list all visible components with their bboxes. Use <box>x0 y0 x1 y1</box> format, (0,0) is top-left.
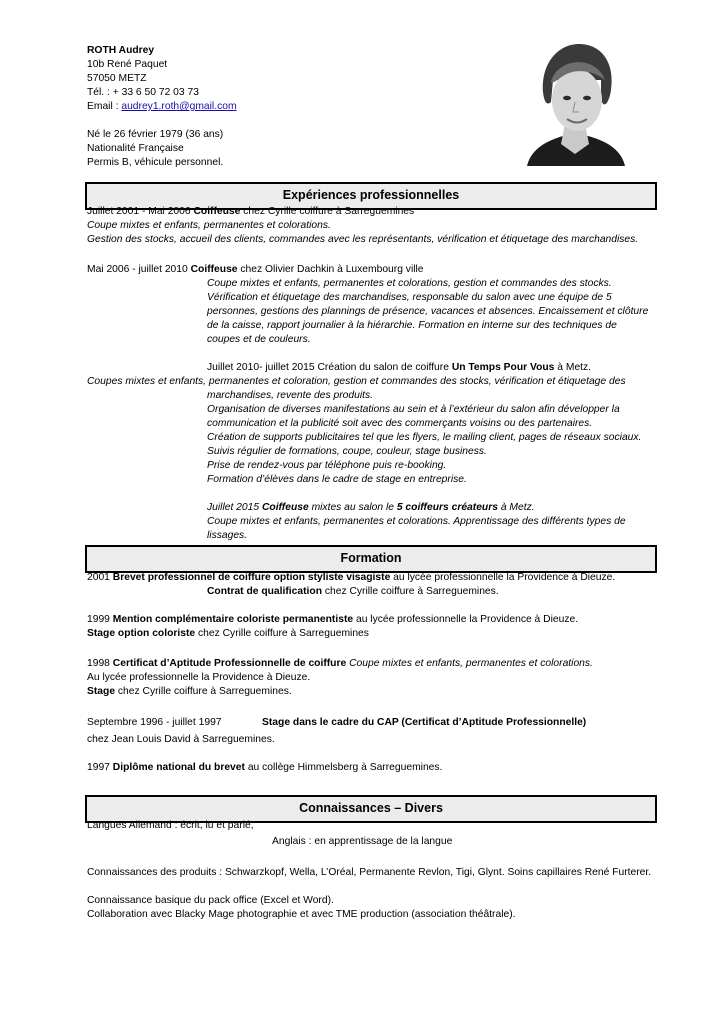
job3-desc-3: Organisation de diverses manifestations au sein et à l’extérieur du salon afin développer la <box>207 404 620 415</box>
job3-date: Juillet 2010- juillet 2015 Création du salon de coiffure <box>207 362 452 373</box>
skills-english: Anglais : en apprentissage de la langue <box>272 836 453 847</box>
f1999-sub-place: chez Cyrille coiffure à Sarreguemines <box>195 628 369 639</box>
job1-place: chez Cyrille coiffure à Sarreguemines <box>240 206 415 217</box>
job2-date: Mai 2006 - juillet 2010 <box>87 264 191 275</box>
job4-salon: 5 coiffeurs créateurs <box>396 502 498 513</box>
job3-place: à Metz. <box>554 362 592 373</box>
job2-role: Coiffeuse <box>190 264 238 275</box>
job2-desc-5: coupes et de couleurs. <box>207 334 311 345</box>
job3-heading <box>207 361 591 375</box>
email-label: Email : <box>87 101 122 112</box>
job4-desc-1: Coupe mixtes et enfants, permanentes et colorations. Apprentissage des différents types de <box>207 516 626 527</box>
portrait-image <box>523 40 628 166</box>
f1999-year: 1999 <box>87 614 113 625</box>
f1998-desc: Coupe mixtes et enfants, permanentes et colorations. <box>346 658 593 669</box>
job4-role: Coiffeuse <box>261 502 309 513</box>
phone: Tél. : + 33 6 50 72 03 73 <box>87 87 199 98</box>
formation-1999 <box>87 613 578 627</box>
job3-salon: Un Temps Pour Vous <box>451 362 555 373</box>
job4-heading <box>207 501 535 515</box>
f1998-stage-place: chez Cyrille coiffure à Sarreguemines. <box>115 686 292 697</box>
job1-desc-1: Coupe mixtes et enfants, permanentes et colorations. <box>87 220 331 231</box>
job3-desc-7: Prise de rendez-vous par téléphone puis re-booking. <box>207 460 447 471</box>
job1-date: Juillet 2001 - Mai 2006 <box>87 206 194 217</box>
job4-desc-2: lissages. <box>207 530 248 541</box>
f1998-stage: Stage <box>87 686 116 697</box>
formation-1999-stage <box>87 627 369 641</box>
email-row <box>87 100 237 114</box>
job2-place: chez Olivier Dachkin à Luxembourg ville <box>237 264 424 275</box>
f1997-title: Diplôme national du brevet <box>112 762 245 773</box>
skills-languages: Langues Allemand : écrit, lu et parlé, <box>87 820 254 831</box>
formation-1996-place: chez Jean Louis David à Sarreguemines. <box>87 734 275 745</box>
f1999-title: Mention complémentaire coloriste permanentiste <box>112 614 354 625</box>
f1998-year: 1998 <box>87 658 113 669</box>
job3-desc-5: Création de supports publicitaires tel que les flyers, le mailing client, pages de réseaux sociaux. <box>207 432 642 443</box>
driving-license: Permis B, véhicule personnel. <box>87 157 224 168</box>
section-header-skills: Connaissances – Divers <box>85 795 657 823</box>
email-link[interactable]: audrey1.roth@gmail.com <box>121 101 237 112</box>
formation-2001 <box>87 571 615 585</box>
f1998-title: Certificat d’Aptitude Professionnelle de coiffure <box>112 658 347 669</box>
profile-photo <box>523 40 628 166</box>
formation-2001-contract <box>207 585 499 599</box>
job2-desc-3: personnes, gestions des plannings de présence, vacances et absences. Encaissement et clôture <box>207 306 649 317</box>
job3-desc-1: Coupes mixtes et enfants, permanentes et coloration, gestion et commandes des stocks, vérification et étiquetage des <box>87 376 626 387</box>
job3-desc-4: communication et la publicité soit avec des commerçants voisins ou des partenaires. <box>207 418 593 429</box>
f2001-sub-title: Contrat de qualification <box>207 586 322 597</box>
job1-heading <box>87 205 414 219</box>
f2001-sub-place: chez Cyrille coiffure à Sarreguemines. <box>322 586 499 597</box>
birth-date: Né le 26 février 1979 (36 ans) <box>87 129 224 140</box>
f2001-place: au lycée professionnelle la Providence à Dieuze. <box>390 572 616 583</box>
skills-products: Connaissances des produits : Schwarzkopf, Wella, L’Oréal, Permanente Revlon, Tigi, Glynt. Soins capillaires René Furterer. <box>87 867 652 878</box>
formation-1997 <box>87 761 442 775</box>
candidate-name: ROTH Audrey <box>87 45 155 56</box>
f1999-place: au lycée professionnelle la Providence à Dieuze. <box>353 614 579 625</box>
job3-desc-2: marchandises, revente des produits. <box>207 390 373 401</box>
job3-desc-8: Formation d’élèves dans le cadre de stage en entreprise. <box>207 474 467 485</box>
job4-mid: mixtes au salon le <box>308 502 397 513</box>
job1-role: Coiffeuse <box>193 206 241 217</box>
job2-desc-1: Coupe mixtes et enfants, permanentes et colorations, gestion et commandes des stocks. <box>207 278 612 289</box>
f2001-year: 2001 <box>87 572 113 583</box>
job1-desc-2: Gestion des stocks, accueil des clients, commandes avec les représentants, vérification et étiquetage des marchandises. <box>87 234 639 245</box>
section-header-formation: Formation <box>85 545 657 573</box>
address-line-1: 10b René Paquet <box>87 59 168 70</box>
f1997-place: au collège Himmelsberg à Sarreguemines. <box>244 762 443 773</box>
f1997-year: 1997 <box>87 762 113 773</box>
job4-place: à Metz. <box>497 502 535 513</box>
formation-1998 <box>87 657 593 671</box>
formation-1996-date: Septembre 1996 - juillet 1997 <box>87 717 222 728</box>
job2-desc-4: de la caisse, rapport journalier à la hiérarchie. Formation en interne sur des techniques de <box>207 320 617 331</box>
job3-desc-6: Suivis régulier de formations, coupe, couleur, stage business. <box>207 446 487 457</box>
job2-desc-2: Vérification et étiquetage des marchandises, responsable du salon avec une équipe de 5 <box>207 292 612 303</box>
f1999-sub-title: Stage option coloriste <box>87 628 196 639</box>
skills-collaboration: Collaboration avec Blacky Mage photographie et avec TME production (association théâtrale). <box>87 909 516 920</box>
f2001-title: Brevet professionnel de coiffure option styliste visagiste <box>112 572 391 583</box>
nationality: Nationalité Française <box>87 143 184 154</box>
job4-date: Juillet 2015 <box>207 502 262 513</box>
formation-1998-school: Au lycée professionnelle la Providence à Dieuze. <box>87 672 311 683</box>
skills-office: Connaissance basique du pack office (Excel et Word). <box>87 895 334 906</box>
address-line-2: 57050 METZ <box>87 73 147 84</box>
formation-1996-title: Stage dans le cadre du CAP (Certificat d’Aptitude Professionnelle) <box>262 717 587 728</box>
section-header-experience: Expériences professionnelles <box>85 182 657 210</box>
job2-heading <box>87 263 424 277</box>
formation-1998-stage <box>87 685 292 699</box>
